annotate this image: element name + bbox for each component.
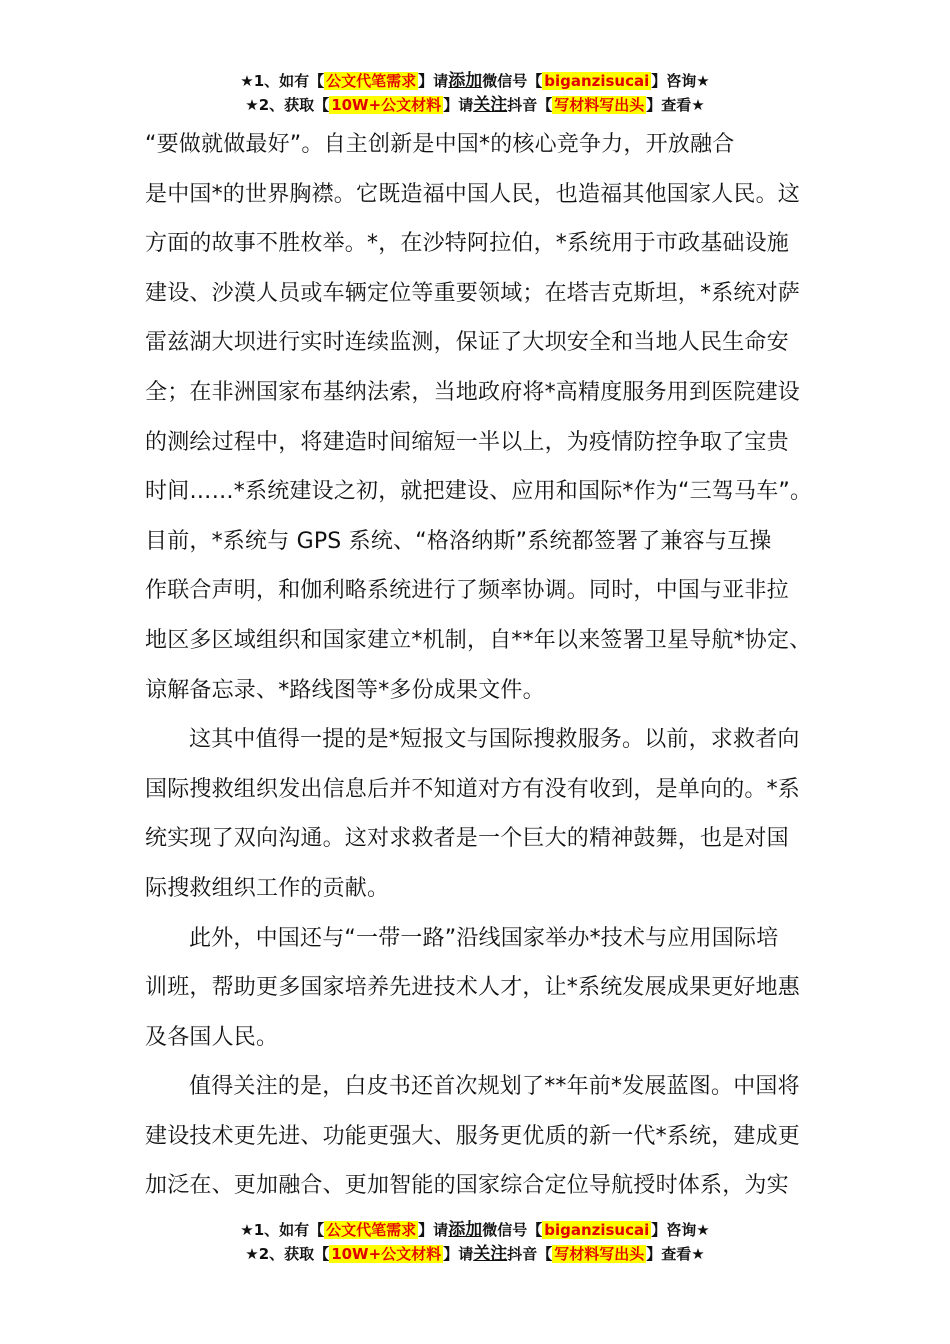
paragraph-line: 的测绘过程中，将建造时间缩短一半以上，为疫情防控争取了宝贵 (145, 429, 789, 455)
banner-text: 抖音【 (507, 1245, 553, 1263)
banner-text: 】查看★ (646, 1245, 705, 1263)
banner-text: ★1、如有【 (240, 1221, 325, 1239)
banner-highlight: 公文代笔需求 (326, 72, 417, 90)
banner-text: 微信号【 (482, 1221, 543, 1239)
banner-highlight: 写材料写出头 (554, 1245, 645, 1263)
paragraph (145, 120, 825, 715)
footer-banner-line-1 (0, 1219, 950, 1241)
banner-emphasis: 关注 (473, 1244, 508, 1264)
banner-highlight: 公文代笔需求 (326, 1221, 417, 1239)
paragraph-line: 地区多区域组织和国家建立*机制，自**年以来签署卫星导航*协定、 (145, 627, 812, 653)
banner-highlight: biganzisucai (544, 1221, 650, 1239)
banner-emphasis: 添加 (448, 71, 483, 91)
banner-text: ★1、如有【 (240, 72, 325, 90)
banner-line-1 (0, 70, 950, 92)
paragraph-line: 这其中值得一提的是*短报文与国际搜救服务。以前，求救者向 (189, 727, 800, 753)
banner-text: ★2、获取【 (245, 96, 330, 114)
paragraph (145, 914, 825, 1063)
banner-text: 】咨询★ (651, 1221, 710, 1239)
paragraph-line: 及各国人民。 (145, 1024, 279, 1050)
footer-banner-line-2 (0, 1243, 950, 1265)
paragraph-line: 作联合声明，和伽利略系统进行了频率协调。同时，中国与亚非拉 (145, 578, 789, 604)
banner-text: 】请 (443, 96, 474, 114)
paragraph-line: 此外，中国还与“一带一路”沿线国家举办*技术与应用国际培 (189, 925, 779, 951)
banner-highlight: 10W+公文材料 (331, 96, 442, 114)
paragraph-line: 建设、沙漠人员或车辆定位等重要领域；在塔吉克斯坦，*系统对萨 (145, 280, 801, 306)
paragraph-line: 全；在非洲国家布基纳法索，当地政府将*高精度服务用到医院建设 (145, 379, 801, 405)
paragraph-line: 建设技术更先进、功能更强大、服务更优质的新一代*系统，建成更 (145, 1123, 801, 1149)
paragraph-line: 目前，*系统与 GPS 系统、“格洛纳斯”系统都签署了兼容与互操 (145, 528, 772, 554)
paragraph-line: 值得关注的是，白皮书还首次规划了**年前*发展蓝图。中国将 (189, 1074, 800, 1100)
paragraph-line: 雷兹湖大坝进行实时连续监测，保证了大坝安全和当地人民生命安 (145, 330, 789, 356)
paragraph (145, 715, 825, 913)
paragraph-line: 际搜救组织工作的贡献。 (145, 875, 390, 901)
paragraph-line: 加泛在、更加融合、更加智能的国家综合定位导航授时体系，为实 (145, 1173, 789, 1199)
banner-text: 微信号【 (482, 72, 543, 90)
paragraph-line: “要做就做最好”。自主创新是中国*的核心竞争力，开放融合 (145, 132, 735, 157)
paragraph-line: 统实现了双向沟通。这对求救者是一个巨大的精神鼓舞，也是对国 (145, 826, 789, 852)
banner-emphasis: 关注 (473, 95, 508, 115)
banner-highlight: 写材料写出头 (554, 96, 645, 114)
paragraph (145, 1062, 825, 1211)
banner-emphasis: 添加 (448, 1220, 483, 1240)
paragraph-line: 方面的故事不胜枚举。*，在沙特阿拉伯，*系统用于市政基础设施 (145, 231, 790, 257)
banner-highlight: 10W+公文材料 (331, 1245, 442, 1263)
banner-line-2 (0, 94, 950, 116)
banner-text: 】咨询★ (651, 72, 710, 90)
banner-text: 】请 (418, 72, 449, 90)
paragraph-line: 国际搜救组织发出信息后并不知道对方有没有收到，是单向的。*系 (145, 776, 801, 802)
document-body (145, 120, 825, 1211)
banner-text: 】请 (418, 1221, 449, 1239)
banner-text: 】请 (443, 1245, 474, 1263)
paragraph-line: 是中国*的世界胸襟。它既造福中国人民，也造福其他国家人民。这 (145, 181, 801, 207)
banner-text: 抖音【 (507, 96, 553, 114)
paragraph-line: 谅解备忘录、*路线图等*多份成果文件。 (145, 677, 545, 703)
paragraph-line: 时间……*系统建设之初，就把建设、应用和国际*作为“三驾马车”。 (145, 479, 813, 505)
banner-text: ★2、获取【 (245, 1245, 330, 1263)
banner-highlight: biganzisucai (544, 72, 650, 90)
banner-text: 】查看★ (646, 96, 705, 114)
paragraph-line: 训班，帮助更多国家培养先进技术人才，让*系统发展成果更好地惠 (145, 975, 801, 1001)
